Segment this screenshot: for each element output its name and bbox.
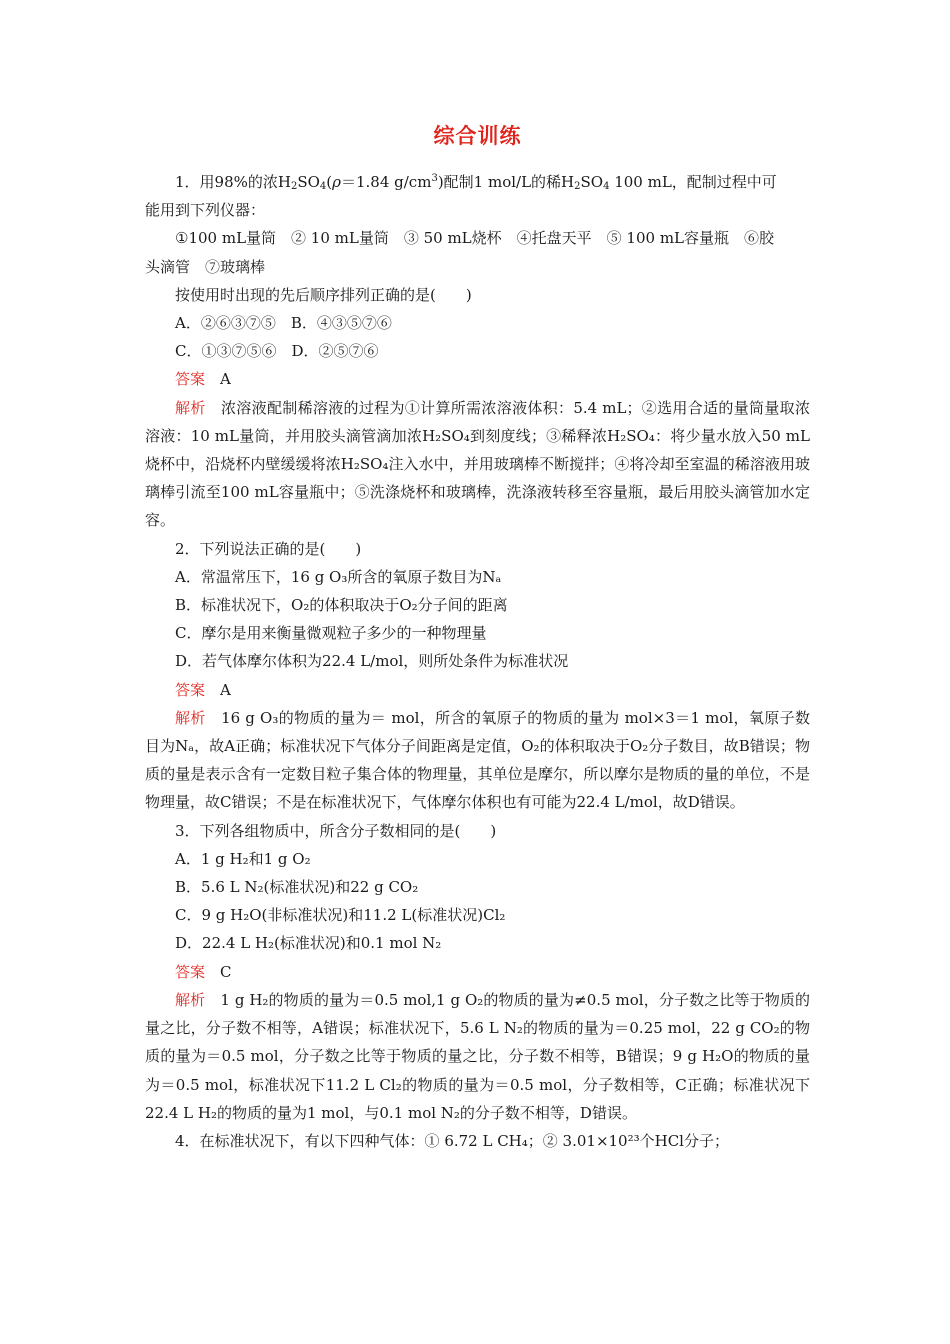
q2-option-c: C．摩尔是用来衡量微观粒子多少的一种物理量 bbox=[175, 624, 487, 643]
answer-label: 答案 bbox=[175, 680, 206, 699]
question-2 bbox=[145, 535, 810, 817]
q2-explanation bbox=[145, 704, 810, 817]
q1-instruments-line1: ①100 mL量筒 ② 10 mL量筒 ③ 50 mL烧杯 ④托盘天平 ⑤ 100 mL容量瓶 ⑥胶 bbox=[175, 229, 774, 248]
answer-label: 答案 bbox=[175, 962, 206, 981]
q1-stem-sub: 2 bbox=[290, 181, 298, 192]
q2-answer bbox=[145, 676, 810, 704]
q1-stem-part: SO bbox=[297, 173, 320, 191]
q3-explanation bbox=[145, 986, 810, 1127]
q1-stem-part: )配制1 mol/L的稀H bbox=[437, 173, 575, 191]
explanation-label: 解析 bbox=[175, 708, 206, 727]
q1-stem-sub: 2 bbox=[574, 181, 581, 192]
q3-option-b: B．5.6 L N₂(标准状况)和22 g CO₂ bbox=[175, 878, 419, 897]
q1-instruments-line2: 头滴管 ⑦玻璃棒 bbox=[145, 257, 266, 276]
document-page bbox=[145, 118, 810, 1155]
q3-option-c: C．9 g H₂O(非标准状况)和11.2 L(标准状况)Cl₂ bbox=[175, 906, 506, 925]
explanation-text: 浓溶液配制稀溶液的过程为①计算所需浓溶液体积：5.4 mL；②选用合适的量筒量取浓溶液：10 mL量筒，并用胶头滴管滴加浓H₂SO₄到刻度线；③稀释浓H₂SO₄：将少量水放入50 mL烧杯中，沿烧杯内壁缓缓将浓H₂SO₄注入水中，并用玻璃棒不断搅拌；④将冷却至室温的稀溶液用玻璃棒引流至100 mL容量瓶中；⑤洗涤烧杯和玻璃棒，洗涤液转移至容量瓶，最后用胶头滴管加水定容。 bbox=[145, 398, 810, 530]
answer-value: A bbox=[205, 370, 231, 389]
q1-stem-sup: 3 bbox=[431, 173, 438, 184]
q1-stem-rho: ρ bbox=[332, 173, 341, 191]
q1-ask: 按使用时出现的先后顺序排列正确的是( ) bbox=[175, 285, 472, 304]
answer-label: 答案 bbox=[175, 370, 206, 389]
q1-options-ab: A．②⑥③⑦⑤ B．④③⑤⑦⑥ bbox=[175, 314, 392, 333]
q1-stem-part: ( bbox=[326, 173, 333, 191]
q2-option-b: B．标准状况下，O₂的体积取决于O₂分子间的距离 bbox=[175, 596, 508, 615]
page-title: 综合训练 bbox=[433, 123, 522, 148]
q1-stem-part: 1．用98%的浓H bbox=[175, 173, 291, 191]
q1-explanation bbox=[145, 394, 810, 535]
q1-stem-line1 bbox=[145, 168, 810, 196]
q1-stem-part: ＝1.84 g/cm bbox=[340, 173, 432, 191]
question-3 bbox=[145, 817, 810, 1127]
q1-stem-line2: 能用到下列仪器： bbox=[145, 201, 266, 220]
explanation-label: 解析 bbox=[175, 990, 206, 1009]
q3-answer bbox=[145, 958, 810, 986]
q1-stem-sub: 4 bbox=[603, 181, 610, 192]
answer-value: A bbox=[205, 680, 231, 699]
q4-stem: 4．在标准状况下，有以下四种气体：① 6.72 L CH₄；② 3.01×10²³个HCl分子； bbox=[175, 1131, 729, 1150]
q2-stem: 2．下列说法正确的是( ) bbox=[175, 539, 362, 558]
q1-stem-part: SO bbox=[580, 173, 604, 191]
question-1 bbox=[145, 168, 810, 535]
explanation-text: 16 g O₃的物质的量为＝ mol，所含的氧原子的物质的量为 mol×3＝1 mol，氧原子数目为Nₐ，故A正确；标准状况下气体分子间距离是定值，O₂的体积取决于O₂分子数目，故B错误；物质的量是表示含有一定数目粒子集合体的物理量，其单位是摩尔，所以摩尔是物质的量的单位，不是物理量，故C错误；不是在标准状况下，气体摩尔体积也有可能为22.4 L/mol，故D错误。 bbox=[145, 708, 810, 812]
q1-stem-sub: 4 bbox=[319, 181, 327, 192]
q3-option-d: D．22.4 L H₂(标准状况)和0.1 mol N₂ bbox=[175, 934, 442, 953]
q2-option-a: A．常温常压下，16 g O₃所含的氧原子数目为Nₐ bbox=[175, 567, 502, 586]
question-4 bbox=[145, 1127, 810, 1155]
explanation-label: 解析 bbox=[175, 398, 206, 417]
q3-stem: 3．下列各组物质中，所含分子数相同的是( ) bbox=[175, 821, 497, 840]
q1-answer bbox=[145, 365, 810, 393]
q2-option-d: D．若气体摩尔体积为22.4 L/mol，则所处条件为标准状况 bbox=[175, 652, 569, 671]
q1-options-cd: C．①③⑦⑤⑥ D．②⑤⑦⑥ bbox=[175, 342, 379, 361]
explanation-text: 1 g H₂的物质的量为＝0.5 mol,1 g O₂的物质的量为≠0.5 mol，分子数之比等于物质的量之比，分子数不相等，A错误；标准状况下，5.6 L N₂的物质的量为＝0.25 mol，22 g CO₂的物质的量为＝0.5 mol，分子数之比等于物质的量之比，分子数不相等，B错误；9 g H₂O的物质的量为＝0.5 mol，标准状况下11.2 L Cl₂的物质的量为＝0.5 mol，分子数相等，C正确；标准状况下22.4 L H₂的物质的量为1 mol，与0.1 mol N₂的分子数不相等，D错误。 bbox=[145, 990, 810, 1122]
q3-option-a: A．1 g H₂和1 g O₂ bbox=[175, 849, 311, 868]
q1-stem-part: 100 mL，配制过程中可 bbox=[609, 173, 777, 191]
answer-value: C bbox=[205, 962, 232, 981]
